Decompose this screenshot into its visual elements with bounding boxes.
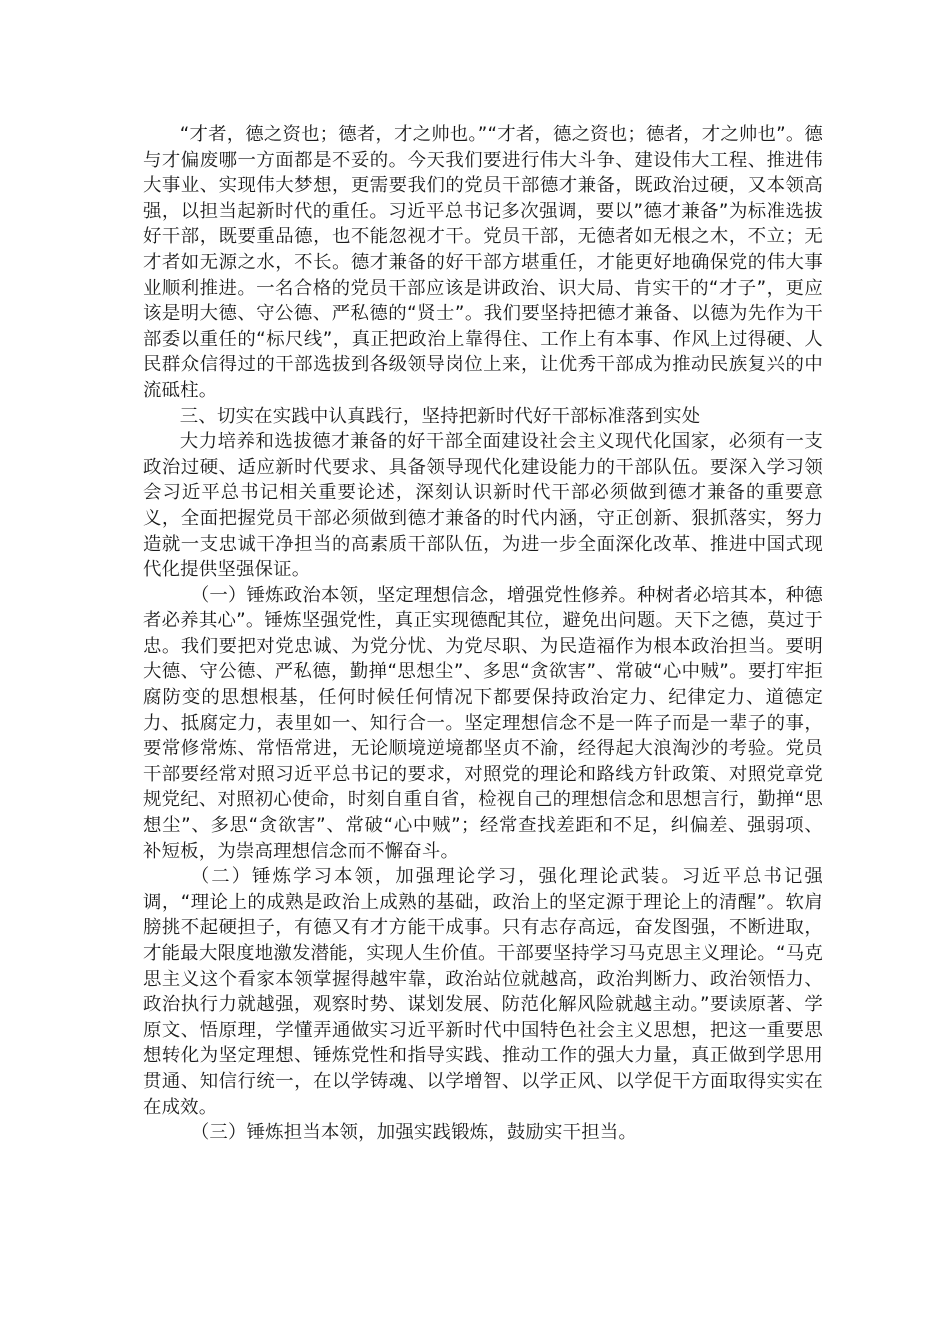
paragraph-political-skill: （一）锤炼政治本领，坚定理想信念，增强党性修养。种树者必培其本，种德者必养其心”。锤炼坚强党性，真正实现德配其位，避免出问题。天下之德，莫过于忠。我们要把对党忠诚、为党分忧、为党尽职、为民造福作为根本政治担当。要明大德、守公德、严私德，勤掸“思想尘”、多思“贪欲害”、常破“心中贼”。要打牢拒腐防变的思想根基，任何时候任何情况下都要保持政治定力、纪律定力、道德定力、抵腐定力，表里如一、知行合一。坚定理想信念不是一阵子而是一辈子的事，要常修常炼、常悟常进，无论顺境逆境都坚贞不渝，经得起大浪淘沙的考验。党员干部要经常对照习近平总书记的要求，对照党的理论和路线方针政策、对照党章党规党纪、对照初心使命，时刻自重自省，检视自己的理想信念和思想言行，勤掸“思想尘”、多思“贪欲害”、常破“心中贼”；经常查找差距和不足，纠偏差、强弱项、补短板，为崇高理想信念而不懈奋斗。	[143, 584, 823, 862]
document-page	[143, 122, 823, 1146]
paragraph-cultivate-cadres: 大力培养和选拔德才兼备的好干部全面建设社会主义现代化国家，必须有一支政治过硬、适应新时代要求、具备领导现代化建设能力的干部队伍。要深入学习领会习近平总书记相关重要论述，深刻认识新时代干部必须做到德才兼备的重要意义，全面把握党员干部必须做到德才兼备的时代内涵，守正创新、狠抓落实，努力造就一支忠诚干净担当的高素质干部队伍，为进一步全面深化改革、推进中国式现代化提供坚强保证。	[143, 431, 823, 581]
paragraph-virtue-and-talent: “才者，德之资也；德者，才之帅也。”“才者，德之资也；德者，才之帅也”。德与才偏废哪一方面都是不妥的。今天我们要进行伟大斗争、建设伟大工程、推进伟大事业、实现伟大梦想，更需要我们的党员干部德才兼备，既政治过硬，又本领高强，以担当起新时代的重任。习近平总书记多次强调，要以”德才兼备”为标准选拔好干部，既要重品德，也不能忽视才干。党员干部，无德者如无根之木，不立；无才者如无源之水，不长。德才兼备的好干部方堪重任，才能更好地确保党的伟大事业顺利推进。一名合格的党员干部应该是讲政治、识大局、肯实干的“才子”，更应该是明大德、守公德、严私德的“贤士”。我们要坚持把德才兼备、以德为先作为干部委以重任的“标尺线”，真正把政治上靠得住、工作上有本事、作风上过得硬、人民群众信得过的干部选拔到各级领导岗位上来，让优秀干部成为推动民族复兴的中流砥柱。	[143, 124, 823, 401]
paragraph-learning-skill: （二）锤炼学习本领，加强理论学习，强化理论武装。习近平总书记强调，“理论上的成熟是政治上成熟的基础，政治上的坚定源于理论上的清醒”。软肩膀挑不起硬担子，有德又有才方能干成事。只有志存高远，奋发图强，不断进取，才能最大限度地激发潜能，实现人生价值。干部要坚持学习马克思主义理论。“马克思主义这个看家本领掌握得越牢靠，政治站位就越高，政治判断力、政治领悟力、政治执行力就越强，观察时势、谋划发展、防范化解风险就越主动。”要读原著、学原文、悟原理，学懂弄通做实习近平新时代中国特色社会主义思想，把这一重要思想转化为坚定理想、锤炼党性和指导实践、推动工作的强大力量，真正做到学思用贯通、知信行统一，在以学铸魂、以学增智、以学正风、以学促干方面取得实实在在成效。	[143, 866, 823, 1118]
paragraph-responsibility-skill: （三）锤炼担当本领，加强实践锻炼，鼓励实干担当。	[190, 1122, 638, 1144]
section-heading-three: 三、切实在实践中认真践行，坚持把新时代好干部标准落到实处	[179, 405, 701, 427]
